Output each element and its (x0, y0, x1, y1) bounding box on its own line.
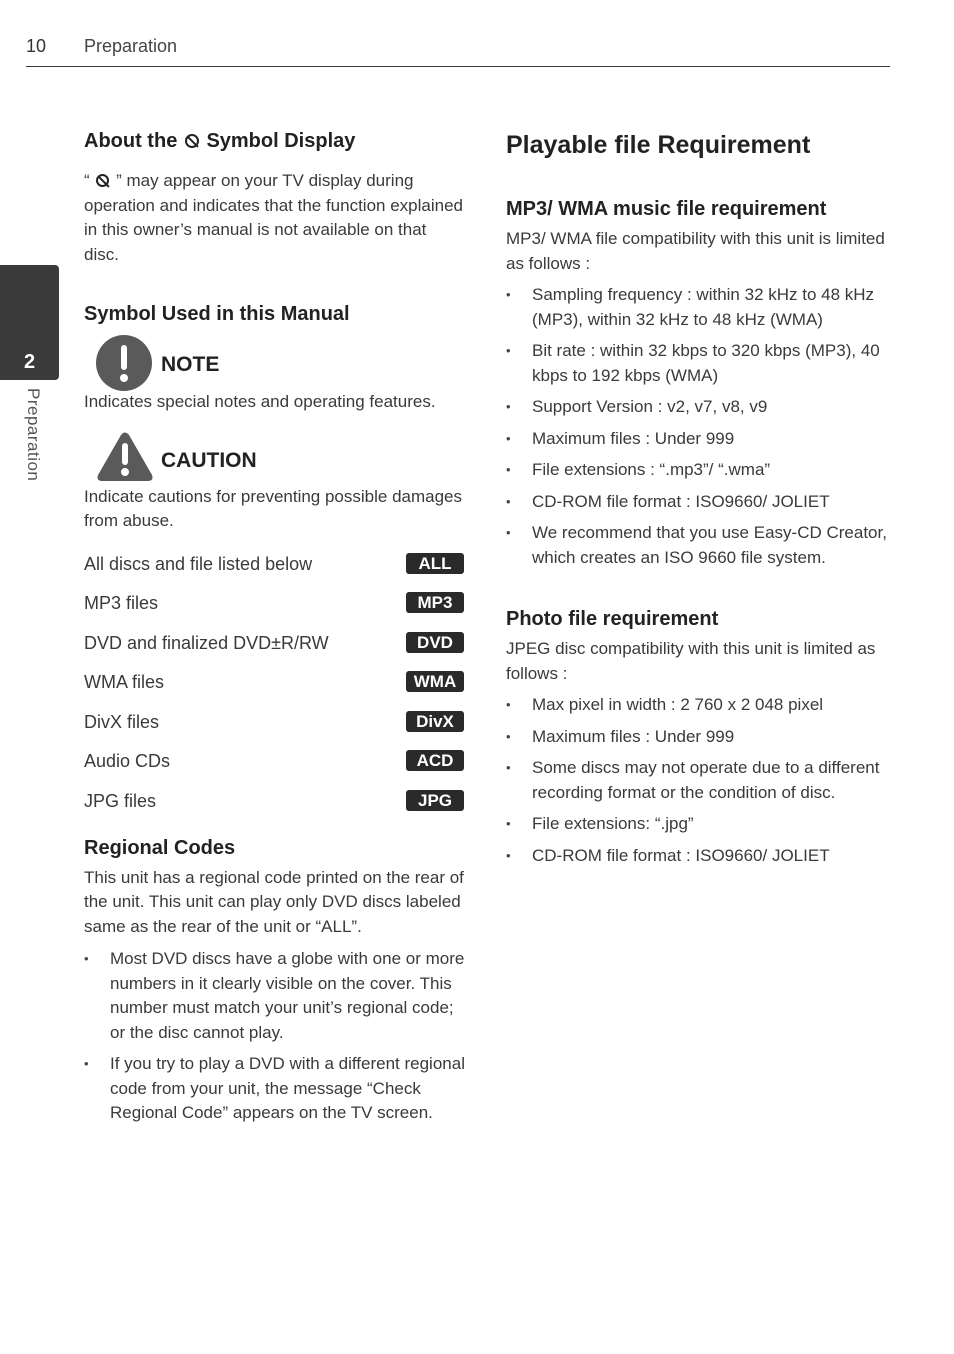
caution-description: Indicate cautions for preventing possible damages from abuse. (84, 486, 463, 530)
list-item: • We recommend that you use Easy-CD Creator, which creates an ISO 9660 file system. (506, 521, 890, 570)
list-item: • Sampling frequency : within 32 kHz to 48 kHz (MP3), within 32 kHz to 48 kHz (WMA) (506, 283, 890, 332)
mp3-wma-list (506, 283, 890, 570)
mp3-wma-intro: MP3/ WMA file compatibility with this unit is limited as follows : (506, 229, 885, 273)
list-item: • Bit rate : within 32 kbps to 320 kbps (MP3), 40 kbps to 192 kbps (WMA) (506, 339, 890, 388)
note-description: Indicates special notes and operating features. (84, 392, 436, 411)
note-block (84, 335, 466, 393)
list-item: • Max pixel in width : 2 760 x 2 048 pixel (506, 693, 890, 718)
symbol-manual-heading: Symbol Used in this Manual (84, 303, 350, 325)
caution-block (84, 431, 466, 489)
list-item: • Some discs may not operate due to a different recording format or the condition of disc. (506, 756, 890, 805)
disc-badge: DVD (406, 632, 464, 653)
disc-row: MP3 files MP3 (84, 591, 466, 631)
list-item: • Maximum files : Under 999 (506, 725, 890, 750)
note-label: NOTE (161, 353, 220, 376)
photo-file-intro: JPEG disc compatibility with this unit is limited as follows : (506, 639, 876, 683)
disc-badge: DivX (406, 711, 464, 732)
right-column (506, 128, 890, 868)
left-column (84, 128, 466, 1126)
disc-badge: ALL (406, 553, 464, 574)
disc-badge: ACD (406, 750, 464, 771)
list-item: • Maximum files : Under 999 (506, 427, 890, 452)
about-symbol-heading: About the Symbol Display (84, 130, 356, 152)
list-item: • CD-ROM file format : ISO9660/ JOLIET (506, 490, 890, 515)
disc-badge: JPG (406, 790, 464, 811)
mp3-wma-heading: MP3/ WMA music file requirement (506, 198, 827, 220)
regional-codes-intro: This unit has a regional code printed on the rear of the unit. This unit can play only DVD discs labeled same as the rear of the unit or “ALL”. (84, 867, 464, 936)
disc-row: DVD and finalized DVD±R/RW DVD (84, 631, 466, 671)
disc-row: Audio CDs ACD (84, 749, 466, 789)
chapter-number: 2 (23, 351, 36, 373)
caution-triangle-icon (96, 431, 154, 483)
photo-file-list (506, 693, 890, 868)
header-section-title: Preparation (84, 36, 178, 56)
disc-badge: MP3 (406, 592, 464, 613)
disc-row: All discs and file listed below ALL (84, 552, 466, 592)
list-item: • Support Version : v2, v7, v8, v9 (506, 395, 890, 420)
page-header (26, 36, 890, 67)
chapter-tab (0, 265, 59, 380)
list-item: • File extensions: “.jpg” (506, 812, 890, 837)
playable-file-heading: Playable file Requirement (506, 131, 811, 159)
list-item: • Most DVD discs have a globe with one or more numbers in it clearly visible on the cover. This number must match your unit’s regional code; or the disc cannot play. (84, 947, 466, 1045)
list-item: • If you try to play a DVD with a different regional code from your unit, the message “Check Regional Code” appears on the TV screen. (84, 1052, 466, 1126)
disc-type-list (84, 552, 466, 829)
prohibited-icon (96, 174, 109, 187)
chapter-label: Preparation (24, 388, 43, 482)
list-item: • File extensions : “.mp3”/ “.wma” (506, 458, 890, 483)
regional-codes-list (84, 947, 466, 1126)
prohibited-icon (185, 134, 199, 148)
about-symbol-text: “ ” may appear on your TV display during operation and indicates that the function explained in this owner’s manual is not available on that disc. (84, 171, 463, 264)
page-number: 10 (26, 36, 47, 56)
disc-row: DivX files DivX (84, 710, 466, 750)
exclamation-circle-icon (96, 335, 152, 391)
list-item: • CD-ROM file format : ISO9660/ JOLIET (506, 844, 890, 869)
photo-file-heading: Photo file requirement (506, 608, 719, 630)
disc-badge: WMA (406, 671, 464, 692)
regional-codes-heading: Regional Codes (84, 836, 236, 859)
caution-label: CAUTION (161, 448, 257, 472)
disc-row: WMA files WMA (84, 670, 466, 710)
disc-row: JPG files JPG (84, 789, 466, 829)
